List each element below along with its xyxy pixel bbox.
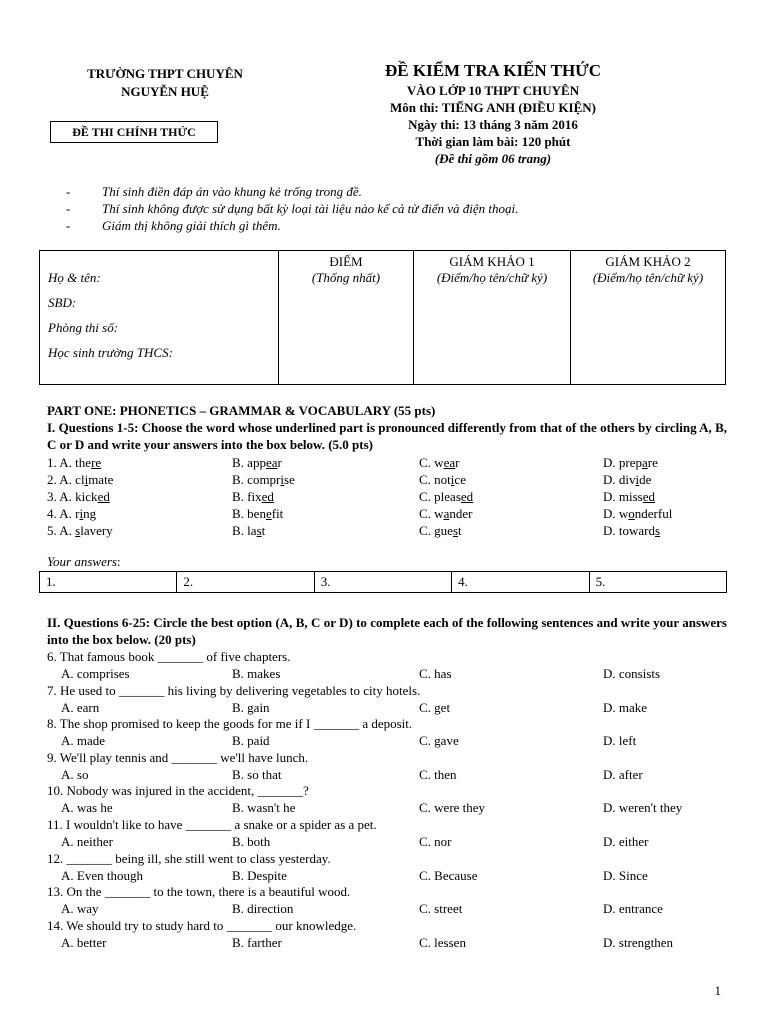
- question-stem: [47, 850, 727, 867]
- question-text: 7. He used to _______ his living by delivering vegetables to city hotels.: [47, 682, 421, 698]
- option-d[interactable]: D. after: [603, 766, 643, 782]
- score-header: ĐIỂM: [329, 254, 363, 269]
- part-one-header: [47, 402, 727, 453]
- question-stem: [47, 917, 727, 934]
- examiner-2-header: GIÁM KHẢO 2: [605, 254, 691, 269]
- question-text: 8. The shop promised to keep the goods for me if I _______ a deposit.: [47, 716, 413, 732]
- question-stem: [47, 883, 727, 900]
- instruction-item: - Thí sinh không được sử dụng bất kỳ loại tài liệu nào kể cả từ điển và điện thoại.: [66, 201, 519, 216]
- option-b[interactable]: B. direction: [232, 901, 294, 917]
- option-a[interactable]: A. Even though: [61, 867, 143, 883]
- option-c[interactable]: C. then: [419, 766, 457, 782]
- option-b[interactable]: B. gain: [232, 699, 270, 715]
- option-a[interactable]: A. way: [61, 901, 99, 917]
- option-b[interactable]: B. makes: [232, 666, 281, 681]
- question-stem: [47, 749, 727, 766]
- question-stem: [47, 648, 727, 665]
- option-c[interactable]: C. nor: [419, 834, 452, 849]
- option-b[interactable]: B. so that: [232, 766, 282, 782]
- candidate-fields: [40, 251, 279, 385]
- answer-box[interactable]: 3.: [314, 572, 451, 593]
- option-d[interactable]: D. strengthen: [603, 934, 674, 950]
- option-b[interactable]: B. wasn't he: [232, 800, 296, 816]
- page-number: 1: [714, 983, 721, 998]
- option-b[interactable]: B. last: [232, 523, 266, 538]
- option-d[interactable]: D. Since: [603, 867, 648, 883]
- question-options: [47, 900, 727, 917]
- instructions-list: [66, 183, 706, 234]
- phonetics-row: [47, 454, 727, 471]
- question-stem: [47, 816, 727, 833]
- exam-title-block: [328, 60, 658, 167]
- option-a[interactable]: A. made: [61, 733, 106, 749]
- question-stem: [47, 682, 727, 699]
- field-name: Họ & tên:: [48, 270, 101, 285]
- option-c[interactable]: C. lessen: [419, 934, 466, 950]
- option-d[interactable]: D. weren't they: [603, 800, 683, 816]
- exam-duration: Thời gian làm bài: 120 phút: [415, 134, 571, 149]
- question-text: 6. That famous book _______ of five chapters.: [47, 649, 291, 664]
- option-d[interactable]: D. divide: [603, 472, 652, 487]
- field-sbd: SBD:: [48, 295, 77, 310]
- option-d[interactable]: D. towards: [603, 523, 661, 538]
- option-d[interactable]: D. consists: [603, 666, 661, 681]
- option-d[interactable]: D. either: [603, 834, 649, 849]
- option-c[interactable]: C. were they: [419, 800, 486, 816]
- option-a[interactable]: A. neither: [61, 834, 113, 849]
- option-a[interactable]: 1. A. there: [47, 455, 102, 470]
- option-c[interactable]: C. wander: [419, 506, 473, 521]
- examiner-1-header: GIÁM KHẢO 1: [449, 254, 535, 269]
- candidate-info-table: [39, 250, 726, 385]
- section-1-title: I. Questions 1-5: Choose the word whose underlined part is pronounced differently from that of the others by circling A, B, C or D and write your answers into the box below. (5.0 pts): [47, 420, 727, 452]
- option-b[interactable]: B. fixed: [232, 489, 274, 504]
- examiner-1-column[interactable]: [414, 251, 571, 385]
- option-c[interactable]: C. street: [419, 901, 463, 917]
- phonetics-row: [47, 522, 727, 539]
- question-text: 10. Nobody was injured in the accident, _______?: [47, 783, 309, 799]
- option-c[interactable]: C. has: [419, 666, 452, 681]
- option-a[interactable]: 4. A. ring: [47, 506, 97, 521]
- answer-box[interactable]: 5.: [589, 572, 726, 593]
- question-stem: [47, 715, 727, 732]
- option-d[interactable]: D. entrance: [603, 901, 663, 917]
- phonetics-row: [47, 505, 727, 522]
- question-options: [47, 766, 727, 783]
- option-a[interactable]: A. better: [61, 934, 107, 950]
- question-stem: [47, 782, 727, 799]
- your-answers-label: Your answers:: [47, 554, 121, 569]
- option-d[interactable]: D. wonderful: [603, 506, 673, 521]
- question-options: [47, 732, 727, 749]
- option-b[interactable]: B. farther: [232, 934, 282, 950]
- option-c[interactable]: C. gave: [419, 733, 459, 749]
- question-text: 12. _______ being ill, she still went to class yesterday.: [47, 850, 331, 866]
- part-one-title: PART ONE: PHONETICS – GRAMMAR & VOCABULARY (55 pts): [47, 403, 436, 418]
- field-school: Học sinh trường THCS:: [48, 345, 173, 360]
- option-a[interactable]: 3. A. kicked: [47, 489, 110, 504]
- question-text: 11. I wouldn't like to have _______ a snake or a spider as a pet.: [47, 817, 377, 832]
- answer-box[interactable]: 2.: [177, 572, 314, 593]
- school-name: [40, 65, 290, 101]
- question-options: [47, 665, 727, 682]
- question-options: [47, 799, 727, 816]
- section-2-title: II. Questions 6-25: Circle the best option (A, B, C or D) to complete each of the following sentences and write your answers into the box below. (20 pts): [47, 615, 727, 647]
- option-d[interactable]: D. missed: [603, 489, 656, 504]
- option-b[interactable]: B. Despite: [232, 867, 287, 883]
- option-d[interactable]: D. make: [603, 699, 648, 715]
- examiner-2-subheader: (Điểm/họ tên/chữ ký): [592, 270, 704, 285]
- question-text: 14. We should try to study hard to _______ our knowledge.: [47, 917, 357, 933]
- instruction-item: - Thí sinh điền đáp án vào khung kẻ trống trong đề.: [66, 184, 362, 199]
- option-a[interactable]: A. so: [61, 766, 89, 782]
- question-options: [47, 934, 727, 951]
- answer-box[interactable]: 4.: [452, 572, 589, 593]
- phonetics-row: [47, 488, 727, 505]
- field-room: Phòng thi số:: [48, 320, 119, 335]
- exam-grade-line: VÀO LỚP 10 THPT CHUYÊN: [406, 83, 580, 98]
- option-c[interactable]: C. Because: [419, 867, 478, 883]
- option-d[interactable]: D. left: [603, 733, 637, 749]
- option-c[interactable]: C. pleased: [419, 489, 474, 504]
- question-options: [47, 833, 727, 850]
- option-a[interactable]: 2. A. climate: [47, 472, 114, 487]
- option-c[interactable]: C. get: [419, 699, 451, 715]
- school-line-2: NGUYỄN HUỆ: [121, 84, 209, 99]
- official-exam-badge: ĐỀ THI CHÍNH THỨC: [50, 121, 218, 143]
- question-text: 13. On the _______ to the town, there is a beautiful wood.: [47, 884, 351, 900]
- instruction-item: - Giám thị không giải thích gì thêm.: [66, 218, 281, 233]
- option-c[interactable]: C. notice: [419, 472, 466, 487]
- option-a[interactable]: A. earn: [61, 699, 100, 715]
- option-b[interactable]: B. benefit: [232, 506, 284, 521]
- option-b[interactable]: B. both: [232, 834, 271, 849]
- exam-title: ĐỀ KIỂM TRA KIẾN THỨC: [384, 61, 601, 80]
- examiner-2-column[interactable]: [571, 251, 726, 385]
- score-column[interactable]: [279, 251, 414, 385]
- option-c[interactable]: C. guest: [419, 523, 462, 538]
- option-a[interactable]: A. was he: [61, 800, 113, 816]
- examiner-1-subheader: (Điểm/họ tên/chữ ký): [436, 270, 548, 285]
- exam-page-count: (Đề thi gồm 06 trang): [434, 151, 552, 166]
- option-d[interactable]: D. prepare: [603, 455, 658, 470]
- school-line-1: TRƯỜNG THPT CHUYÊN: [87, 66, 243, 81]
- option-b[interactable]: B. appear: [232, 455, 282, 470]
- answer-box-table: [39, 571, 727, 593]
- option-a[interactable]: A. comprises: [61, 666, 130, 681]
- phonetics-row: [47, 471, 727, 488]
- exam-date: Ngày thi: 13 tháng 3 năm 2016: [408, 117, 578, 132]
- option-b[interactable]: B. paid: [232, 733, 270, 749]
- option-c[interactable]: C. wear: [419, 455, 460, 470]
- score-subheader: (Thống nhất): [311, 270, 381, 285]
- exam-subject: Môn thi: TIẾNG ANH (ĐIỀU KIỆN): [390, 100, 596, 115]
- option-a[interactable]: 5. A. slavery: [47, 523, 113, 538]
- answer-box[interactable]: 1.: [40, 572, 177, 593]
- option-b[interactable]: B. comprise: [232, 472, 295, 487]
- question-text: 9. We'll play tennis and _______ we'll have lunch.: [47, 749, 309, 765]
- question-options: [47, 867, 727, 884]
- question-options: [47, 699, 727, 716]
